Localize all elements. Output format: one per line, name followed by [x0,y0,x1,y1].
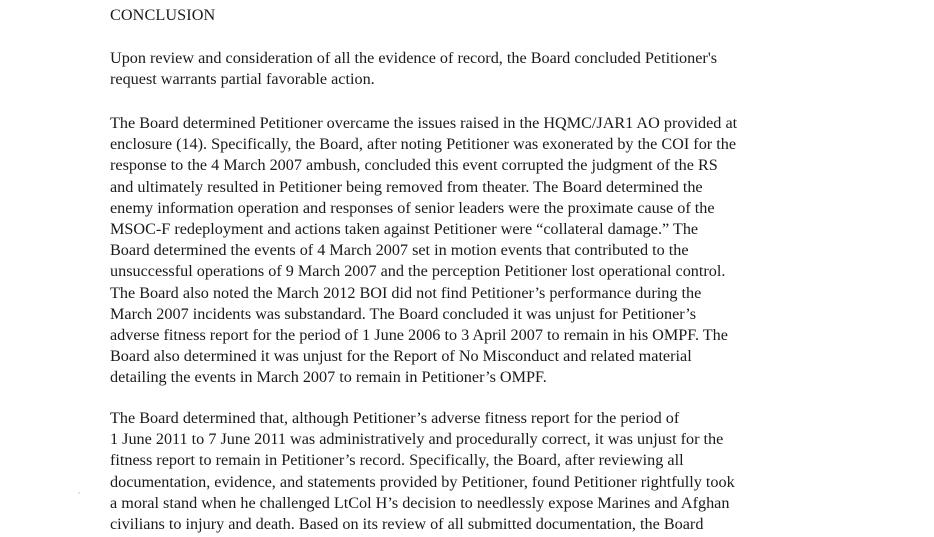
text-line: documentation, evidence, and statements provided by Petitioner, found Petitioner rightfully took [110,472,735,491]
text-line: detailing the events in March 2007 to remain in Petitioner’s OMPF. [110,368,547,387]
section-heading: CONCLUSION [110,6,216,24]
text-line: unsuccessful operations of 9 March 2007 and the perception Petitioner lost operational control. [110,262,726,281]
text-line: and ultimately resulted in Petitioner being removed from theater. The Board determined the [110,177,703,196]
text-line: request warrants partial favorable action. [110,70,375,89]
text-line: enemy information operation and responses of senior leaders were the proximate cause of the [110,198,715,217]
text-line: The Board determined that, although Petitioner’s adverse fitness report for the period of [110,409,680,427]
paragraph-summary [110,48,717,90]
text-line: civilians to injury and death. Based on its review of all submitted documentation, the Board [110,515,704,534]
text-line: Board determined the events of 4 March 2007 set in motion events that contributed to the [110,241,689,260]
scan-speck [78,492,80,494]
text-line: Upon review and consideration of all the evidence of record, the Board concluded Petitioner's [110,49,718,67]
text-line: The Board determined Petitioner overcame the issues raised in the HQMC/JAR1 AO provided at [110,114,738,132]
text-line: adverse fitness report for the period of 1 June 2006 to 3 April 2007 to remain in his OMPF. The [110,326,728,345]
text-line: fitness report to remain in Petitioner’s record. Specifically, the Board, after reviewing all [110,451,684,470]
text-line: Board also determined it was unjust for the Report of No Misconduct and related material [110,347,692,366]
paragraph-2006-fitness-report [110,113,737,389]
text-line: enclosure (14). Specifically, the Board, after noting Petitioner was exonerated by the COI for the [110,135,737,154]
text-line: response to the 4 March 2007 ambush, concluded this event corrupted the judgment of the RS [110,156,718,175]
text-line: March 2007 incidents was substandard. The Board concluded it was unjust for Petitioner’s [110,304,697,323]
text-line: The Board also noted the March 2012 BOI did not find Petitioner’s performance during the [110,283,702,302]
text-line: MSOC-F redeployment and actions taken against Petitioner were “collateral damage.” The [110,220,699,239]
text-line: a moral stand when he challenged LtCol H’s decision to needlessly expose Marines and Afghan [110,493,730,512]
paragraph-2011-fitness-report [110,408,735,535]
text-line: 1 June 2011 to 7 June 2011 was administratively and procedurally correct, it was unjust for the [110,430,724,449]
